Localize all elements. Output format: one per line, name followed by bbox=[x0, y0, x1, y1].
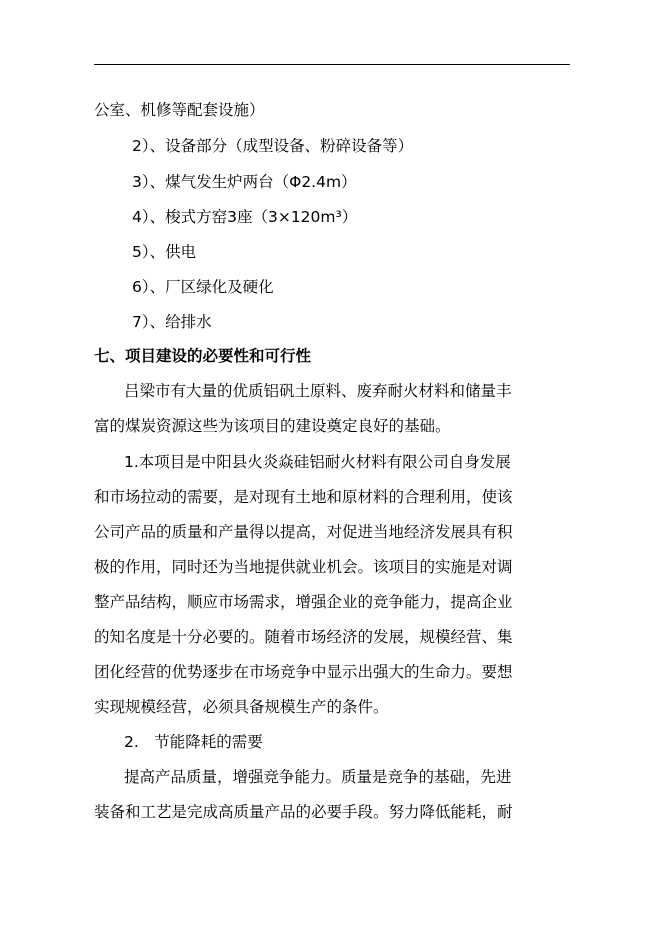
list-item-3: 3）、煤气发生炉两台（Φ2.4m） bbox=[132, 173, 357, 191]
section-heading: 七、项目建设的必要性和可行性 bbox=[94, 347, 312, 365]
paragraph-line: 装备和工艺是完成高质量产品的必要手段。努力降低能耗，耐 bbox=[94, 803, 513, 821]
list-item-6: 6）、厂区绿化及硬化 bbox=[132, 278, 274, 296]
paragraph-line: 的知名度是十分必要的。随着市场经济的发展，规模经营、集 bbox=[94, 628, 513, 646]
list-item-5: 5）、供电 bbox=[132, 243, 197, 261]
paragraph-line: 整产品结构，顺应市场需求，增强企业的竞争能力，提高企业 bbox=[94, 593, 513, 611]
list-item-continuation: 公室、机修等配套设施） bbox=[94, 101, 265, 119]
subheading: 2. 节能降耗的需要 bbox=[124, 733, 263, 751]
list-item-7: 7）、给排水 bbox=[132, 313, 212, 331]
paragraph-line: 团化经营的优势逐步在市场竞争中显示出强大的生命力。要想 bbox=[94, 663, 513, 681]
paragraph-line: 提高产品质量，增强竞争能力。质量是竞争的基础，先进 bbox=[124, 768, 512, 786]
paragraph-line: 和市场拉动的需要，是对现有土地和原材料的合理利用，使该 bbox=[94, 488, 513, 506]
paragraph-line: 富的煤炭资源这些为该项目的建设奠定良好的基础。 bbox=[94, 417, 451, 435]
paragraph-line: 1.本项目是中阳县火炎焱硅铝耐火材料有限公司自身发展 bbox=[124, 453, 511, 471]
paragraph-line: 极的作用，同时还为当地提供就业机会。该项目的实施是对调 bbox=[94, 558, 513, 576]
list-item-2: 2）、设备部分（成型设备、粉碎设备等） bbox=[132, 137, 414, 155]
paragraph-line: 实现规模经营，必须具备规模生产的条件。 bbox=[94, 698, 389, 716]
paragraph-line: 公司产品的质量和产量得以提高，对促进当地经济发展具有积 bbox=[94, 523, 513, 541]
header-rule bbox=[94, 64, 570, 65]
paragraph-line: 吕梁市有大量的优质铝矾土原料、废弃耐火材料和储量丰 bbox=[124, 382, 512, 400]
list-item-4: 4）、梭式方窑3座（3×120m³） bbox=[132, 208, 358, 226]
